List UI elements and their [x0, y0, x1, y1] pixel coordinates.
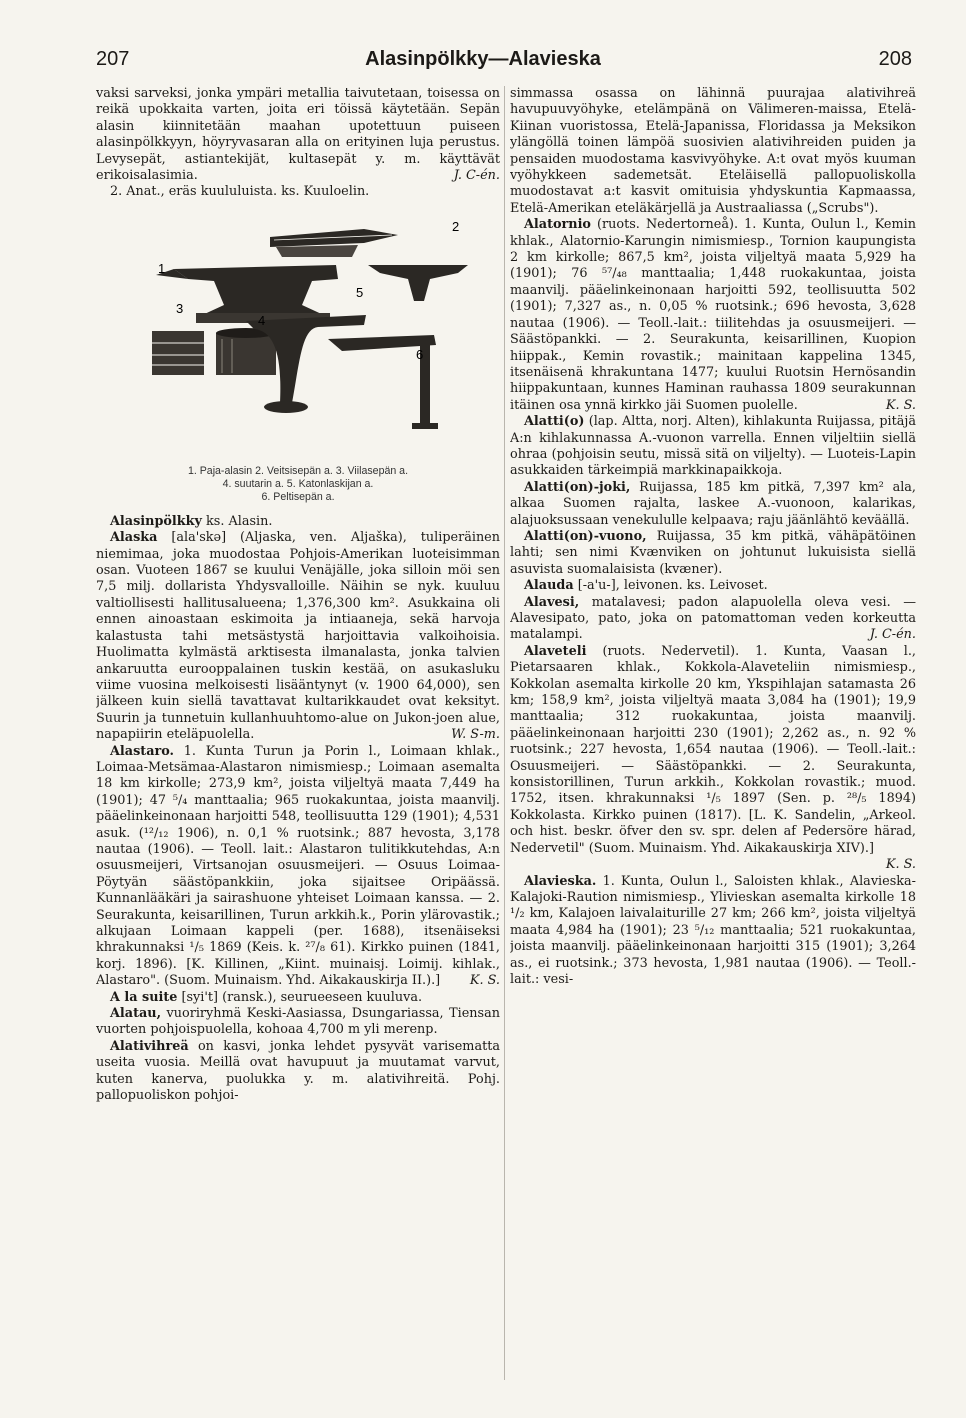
entry-signature: W. S-m.	[451, 727, 500, 743]
entry-text: [-a'u-], leivonen. ks. Leivoset.	[577, 578, 768, 594]
anvil-3-drawing	[152, 331, 204, 375]
entry-headword: Alavesi,	[524, 594, 580, 610]
right-column	[510, 86, 916, 1386]
dictionary-entry	[510, 217, 916, 414]
entry-signature: J. C-én.	[453, 168, 500, 184]
dictionary-entry	[510, 644, 916, 874]
dictionary-entry	[96, 514, 500, 530]
entry-text: 1. Kunta Turun ja Porin l., Loimaan khlak., Loimaa-Metsämaa-Alastaron nimismiesp.; Loimaan asemalta 18 km kirkolle; 273,9 km², joista viljeltyä maata 7,449 ha (1901); 47 ⁵/₄ manttaalia; 965 ruokakuntaa, joista maanvilj. pääelinkeinonaan harjoitti 548, teollisuutta 129 (1901); 4,531 asuk. (¹²/₁₂ 1906), n. 0,1 % ruotsink.; 887 hevosta, 3,178 nautaa (1906). — Teoll. lait.: Alastaron tulitikkutehdas, A:n osuusmeijeri, Virtsanojan osuusmeijeri. — Osuus Loimaa-Pöytyän säästöpankkiin, joka sijaitsee Oripäässä. Kunnanlääkäri ja sairashuone yhteiset Loimaan kanssa. — 2. Seurakunta, keisarillinen, Turun arkkih.k., Porin ylärovastik.; alkujaan Loimaan kappeli (per. 1688), itsenäiseksi khrakunnaksi ¹/₅ 1869 (Keis. k. ²⁷/₈ 61). Kirkko puinen (1841, korj. 1896). [K. Killinen, „Kiint. muinaisj. Loimij. kihlak., Alastaro". (Suom. Muinaism. Yhd. Aikakauskirja II.).]	[96, 743, 500, 989]
entry-signature: K. S.	[885, 857, 916, 873]
entry-headword: Alativihreä	[110, 1038, 189, 1054]
figure-label-6: 6	[416, 346, 424, 362]
figure-label-4: 4	[258, 312, 266, 328]
anvil-figure	[96, 209, 500, 459]
entry-headword: Alaska	[110, 530, 158, 546]
page-number-right: 208	[878, 48, 912, 70]
dictionary-entry	[96, 530, 500, 743]
column-divider	[504, 86, 505, 1380]
dictionary-entry	[510, 480, 916, 529]
left-column	[96, 86, 500, 1386]
page-number-left: 207	[96, 48, 130, 70]
dictionary-entry	[96, 1039, 500, 1105]
dictionary-entry	[96, 990, 500, 1006]
figure-caption-line: 6. Peltisepän a.	[261, 490, 335, 503]
figure-label-3: 3	[176, 300, 184, 316]
anvil-4-drawing	[216, 328, 276, 375]
entry-headword: Alatti(o)	[524, 414, 585, 430]
entry-headword: A la suite	[110, 989, 178, 1005]
entry-text: [ala'skə] (Aljaska, ven. Aljaška), tuliperäinen niemimaa, joka muodostaa Pohjois-Amerikan luoteisimman osan. Vuoteen 1867 se kuului Venäjälle, joka silloin möi sen 7,5 milj. dollarista Yhdysvalloille. Näihin se nyk. kuuluu valtiollisesti hallitusalueena; 1,376,300 km². Asukkaina oli ennen ainoastaan eskimoita ja intiaaneja, sekä harvoja kalastusta tahi metsästystä harjoittavia valkoihoisia. Huolimatta kylmästä arktisesta ilmanalasta, jonka talvien ankaruutta eurooppalainen tuskin kestää, on asukasluku viime vuosina melkoisesti lisääntynyt (v. 1900 64,000), sen jälkeen kuin siellä tavattavat kultarikkaudet ovat keksityt. Suurin ja tunnetuin kullanhuuhtomo-alue on Jukon-joen alue, napapiirin eteläpuolella.	[96, 530, 500, 743]
dictionary-entry	[510, 595, 916, 644]
figure-caption	[102, 465, 494, 504]
dictionary-entry	[510, 529, 916, 578]
page-title: Alasinpölkky—Alavieska	[365, 48, 601, 70]
entry-headword: Alatti(on)-vuono,	[524, 528, 647, 544]
figure-caption-line: 1. Paja-alasin 2. Veitsisepän a. 3. Viilasepän a.	[187, 464, 409, 477]
entry-headword: Alauda	[524, 578, 574, 594]
entry-text: simmassa osassa on lähinnä puurajaa alativihreä havupuuvyöhyke, etelämpänä on Välimeren-maissa, Etelä-Kiinan vuoristossa, Etelä-Japanissa, Floridassa ja Meksikon ylängöllä toinen lämpöä suosivien alativihreiden puiden ja pensaiden muodostama kasvivyöhyke. A:t ovat myös kuuman vyöhykkeen sademetsät. Eteläisellä pallopuoliskolla muodostavat a:t kasvit omituisia yhdyskuntia Kapmaassa, Etelä-Amerikan eteläkärjellä ja Austraaliassa („Scrubs").	[510, 86, 916, 216]
dictionary-entry	[510, 874, 916, 989]
entry-headword: Alatti(on)-joki,	[524, 479, 631, 495]
figure-caption-line: 4. suutarin a. 5. Katonlaskijan a.	[222, 477, 374, 490]
entry-headword: Alatau,	[110, 1006, 162, 1022]
right-entries	[510, 86, 916, 988]
entry-text: (ruots. Nedervetil). 1. Kunta, Vaasan l., Pietarsaaren khlak., Kokkola-Alaveteliin nimismiesp., Kokkolan asemalta kirkolle 20 km, Ykspihlajan satamasta 26 km; 158,9 km², joista viljeltyä maata 3,084 ha (1901); 19,9 manttaalia; 312 ruokakuntaa, joista maanvilj. pääelinkeinonaan harjoitti 230 (1901); 2,262 as., n. 92 % ruotsink.; 227 hevosta, 1,654 nautaa (1906). — Teoll.-lait.: Osuusmeijeri. — Säästöpankki. — 2. Seurakunta, konsistorillinen, Turun arkkih., Kokkolan rovastik.; muod. 1752, itsen. khrakunnaksi ¹/₅ 1897 (Sen. p. ²⁸/₅ 1894) Kokkolasta. Kirkko puinen (1817). [L. K. Sandelin, „Arkeol. och hist. beskr. öfver den sv. spr. delen af Pedersöre härad, Nedervetil" (Suom. Muinaism. Yhd. Aikakauskirja XIV).]	[510, 643, 916, 856]
figure-label-1: 1	[158, 260, 166, 276]
entry-text: 1. Kunta, Oulun l., Saloisten khlak., Alavieska-Kalajoki-Raution nimismiesp., Ylivieskan asemalta kirkolle 18 ¹/₂ km, Kalajoen laivalaiturille 27 km; 266 km², joista viljeltyä maata 4,984 ha (1901); 23 ⁵/₁₂ manttaalia; 521 ruokakuntaa, joista maanvilj. pääelinkeinonaan harjoitti 315 (1901); 3,264 as., ei ruotsink.; 373 hevosta, 1,981 nautaa (1906). — Teoll.-lait.: vesi-	[510, 873, 916, 987]
dictionary-entry	[510, 578, 916, 594]
dictionary-entry	[510, 86, 916, 217]
dictionary-entry	[96, 86, 500, 184]
entry-headword: Alaveteli	[524, 643, 587, 659]
entry-text: [syi't] (ransk.), seurueeseen kuuluva.	[181, 989, 423, 1005]
anvil-5-drawing	[368, 265, 468, 301]
entry-text: matalavesi; padon alapuolella oleva vesi. — Alavesipato, pato, joka on patomattoman veden korkeutta matalampi.	[510, 594, 916, 643]
anvil-2-drawing	[270, 229, 398, 257]
entry-text: vuoriryhmä Keski-Aasiassa, Dsungariassa, Tiensan vuorten pohjoispuolella, kohoaa 4,700 m yli merenp.	[96, 1006, 500, 1038]
entry-signature: K. S.	[885, 397, 916, 413]
anvil-1-drawing	[156, 265, 338, 323]
figure-label-5: 5	[356, 284, 364, 300]
entry-text: Ruijassa, 35 km pitkä, vähäpätöinen lahti; sen nimi Kvænviken on johtunut lukuisista siellä asuvista suomalaisista (kvæner).	[510, 528, 916, 577]
entry-signature: K. S.	[469, 973, 500, 989]
entry-text: (lap. Altta, norj. Alten), kihlakunta Ruijassa, pitäjä A:n kihlakunnassa A.-vuonon varrella. Ennen viljeltiin siellä ohraa (pohjoisin seutu, missä sitä on viljelty). — Luoteis-Lapin asukkaiden tärkeimpiä markkinapaikkoja.	[510, 414, 916, 479]
entry-text: Ruijassa, 185 km pitkä, 7,397 km² ala, alkaa Suomen rajalta, laskee A.-vuonoon, kalarikas, alajuoksussaan venekululle kelpaava; raju jäänlähtö keväällä.	[510, 479, 916, 528]
dictionary-entry	[96, 1006, 500, 1039]
entry-text: on kasvi, jonka lehdet pysyvät varisematta useita vuosia. Meillä ovat havupuut ja muutamat varvut, kuten kanerva, puolukka y. m. alativihreitä. Pohj. pallopuoliskon pohjoi-	[96, 1038, 500, 1104]
figure-label-2: 2	[452, 218, 460, 234]
entry-headword: Alasinpölkky	[110, 513, 202, 529]
left-entries-after-figure	[96, 514, 500, 1105]
entry-headword: Alavieska.	[524, 873, 597, 889]
left-entries-before-figure	[96, 86, 500, 201]
anvils-illustration	[96, 209, 500, 459]
entry-text: ks. Alasin.	[206, 513, 273, 529]
running-head	[0, 48, 966, 78]
entry-text: (ruots. Nedertorneå). 1. Kunta, Oulun l., Kemin khlak., Alatornio-Karungin nimismiesp., Tornion kaupungista 2 km kirkolle; 867,5 km², joista viljeltyä maata 5,929 ha (1901); 76 ⁵⁷/₄₈ manttaalia; 1,448 ruokakuntaa, joista maanvilj. pääelinkeinonaan harjoitti 592, teollisuutta 502 (1901); 7,327 as., n. 0,05 % ruotsink.; 696 hevosta, 3,628 nautaa (1906). — Teoll.-lait.: tiilitehdas ja osuusmeijeri. — Säästöpankki. — 2. Seurakunta, keisarillinen, Kuopion hiippak., Kemin rovastik.; mainitaan kappelina 1345, itsenäisenä khrakuntana 1477; kuului Ruotsin Hernösandin hiippakuntaan, kunnes Haminan rauhassa 1809 seurakunnan itäinen osa ynnä kirkko jäi Suomen puolelle.	[510, 217, 916, 413]
entry-headword: Alastaro.	[110, 743, 174, 759]
entry-headword: Alatornio	[524, 217, 591, 233]
entry-signature: J. C-én.	[869, 627, 916, 643]
dictionary-entry	[96, 184, 500, 200]
entry-text: 2. Anat., eräs kuululuista. ks. Kuuloelin.	[110, 184, 370, 200]
dictionary-entry	[96, 744, 500, 990]
entry-text: vaksi sarveksi, jonka ympäri metallia taivutetaan, toisessa on reikä upokkaita varten, joita eri töissä käytetään. Sepän alasin kiinnitetään maahan upotettuun puiseen alasinpölkkyyn, höyryvasaran alla on erityinen luja perustus. Levysepät, astiantekijät, kultasepät y. m. käyttävät erikoisalasimia.	[96, 86, 500, 184]
dictionary-entry	[510, 414, 916, 480]
